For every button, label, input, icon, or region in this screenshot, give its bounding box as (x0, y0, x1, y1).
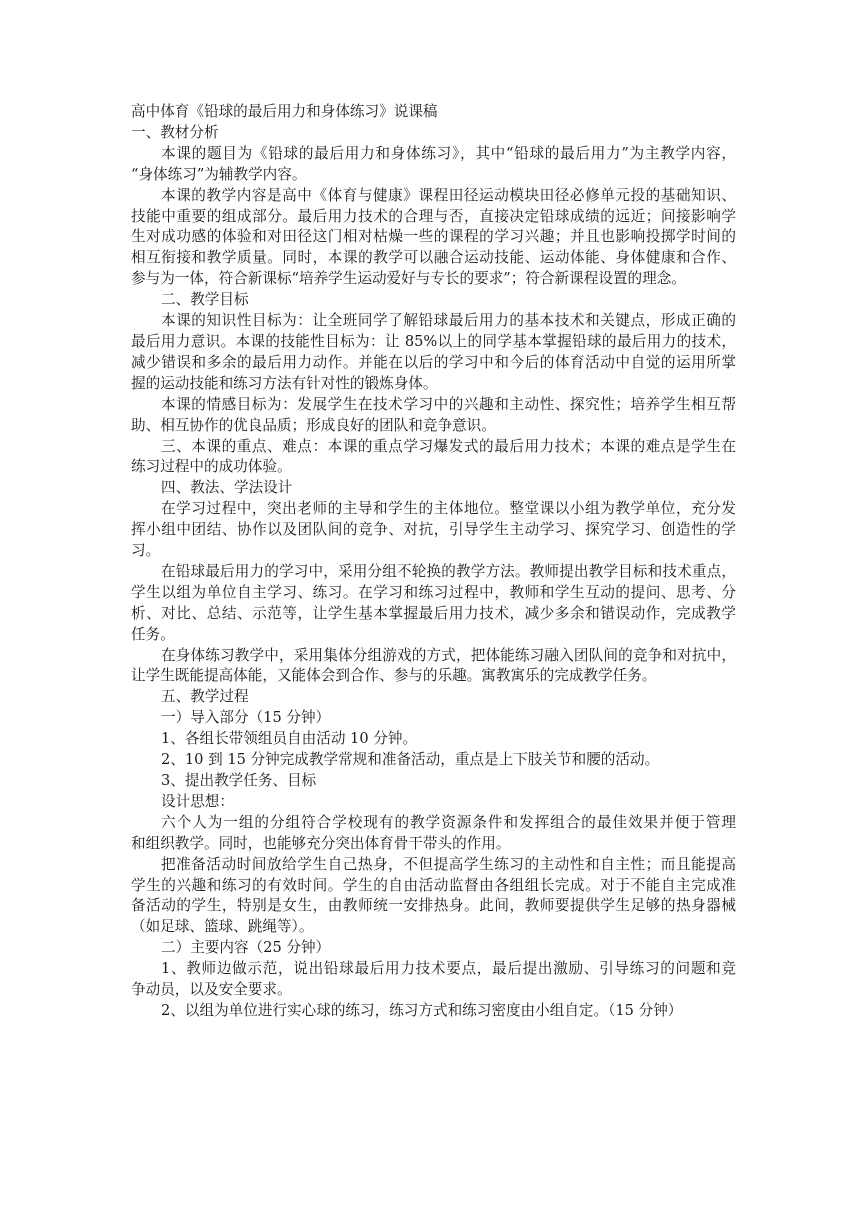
text-line: 学生的兴趣和练习的有效时间。学生的自由活动监督由各组组长完成。对于不能自主完成准 (131, 876, 736, 894)
text-line: 五、教学过程 (161, 688, 249, 706)
text-line: “身体练习”为辅教学内容。 (131, 165, 307, 183)
text-line: 减少错误和多余的最后用力动作。并能在以后的学习中和今后的体育活动中自觉的运用所掌 (131, 353, 736, 371)
document-body (131, 123, 736, 1022)
text-line: 本课的知识性目标为：让全班同学了解铅球最后用力的基本技术和关键点，形成正确的 (161, 312, 736, 330)
text-line: 备活动的学生，特别是女生，由教师统一安排热身。此间，教师要提供学生足够的热身器械 (131, 897, 736, 915)
text-line: 二、教学目标 (161, 291, 249, 309)
text-line: 生对成功感的体验和对田径这门相对枯燥一些的课程的学习兴趣；并且也影响投掷学时间的 (131, 228, 736, 246)
text-line: 1、各组长带领组员自由活动 10 分钟。 (161, 730, 418, 748)
text-line: 习。 (131, 542, 161, 560)
text-line: 六个人为一组的分组符合学校现有的教学资源条件和发挥组合的最佳效果并便于管理 (161, 813, 736, 831)
text-line: 争动员，以及安全要求。 (131, 981, 292, 999)
text-line: 2、以组为单位进行实心球的练习，练习方式和练习密度由小组自定。（15 分钟） (161, 1001, 683, 1019)
text-line: 学生以组为单位自主学习、练习。在学习和练习过程中，教师和学生互动的提问、思考、分 (131, 583, 736, 601)
text-line: 三、本课的重点、难点：本课的重点学习爆发式的最后用力技术；本课的难点是学生在 (161, 437, 736, 455)
text-line: 2、10 到 15 分钟完成教学常规和准备活动，重点是上下肢关节和腰的活动。 (161, 751, 660, 769)
text-line: 任务。 (131, 625, 175, 643)
text-line: 四、教法、学法设计 (161, 479, 293, 497)
text-line: 在铅球最后用力的学习中，采用分组不轮换的教学方法。教师提出教学目标和技术重点， (161, 562, 736, 580)
text-line: 技能中重要的组成部分。最后用力技术的合理与否，直接决定铅球成绩的远近；间接影响学 (131, 207, 736, 225)
text-line: 相互衔接和教学质量。同时，本课的教学可以融合运动技能、运动体能、身体健康和合作、 (131, 249, 736, 267)
text-line: 1、教师边做示范，说出铅球最后用力技术要点，最后提出激励、引导练习的问题和竞 (161, 960, 736, 978)
text-line: 一）导入部分（15 分钟） (161, 709, 331, 727)
text-line: 二）主要内容（25 分钟） (161, 939, 331, 957)
text-line: 让学生既能提高体能，又能体会到合作、参与的乐趣。寓教寓乐的完成教学任务。 (131, 667, 657, 685)
text-line: 练习过程中的成功体验。 (131, 458, 292, 476)
text-line: 参与为一体，符合新课标“培养学生运动爱好与专长的要求”；符合新课程设置的理念。 (131, 270, 686, 288)
text-line: 设计思想： (161, 792, 234, 810)
text-line: 本课的教学内容是高中《体育与健康》课程田径运动模块田径必修单元投的基础知识、 (161, 186, 736, 204)
text-line: 把准备活动时间放给学生自己热身，不但提高学生练习的主动性和自主性；而且能提高 (161, 855, 736, 873)
text-line: 一、教材分析 (131, 123, 219, 141)
text-line: 挥小组中团结、协作以及团队间的竞争、对抗，引导学生主动学习、探究学习、创造性的学 (131, 521, 736, 539)
text-line: 和组织教学。同时，也能够充分突出体育骨干带头的作用。 (131, 834, 511, 852)
text-line: 最后用力意识。本课的技能性目标为：让 85%以上的同学基本掌握铅球的最后用力的技术， (131, 332, 736, 350)
text-line: 本课的情感目标为：发展学生在技术学习中的兴趣和主动性、探究性；培养学生相互帮 (161, 395, 736, 413)
text-line: 3、提出教学任务、目标 (161, 772, 317, 789)
text-line: 本课的题目为《铅球的最后用力和身体练习》，其中“铅球的最后用力”为主教学内容， (161, 144, 736, 162)
text-line: 助、相互协作的优良品质；形成良好的团队和竞争意识。 (131, 416, 496, 434)
text-line: 握的运动技能和练习方法有针对性的锻炼身体。 (131, 374, 438, 392)
text-line: （如足球、篮球、跳绳等）。 (131, 918, 314, 936)
text-line: 析、对比、总结、示范等，让学生基本掌握最后用力技术，减少多余和错误动作，完成教学 (131, 604, 736, 622)
text-line: 在身体练习教学中，采用集体分组游戏的方式，把体能练习融入团队间的竞争和对抗中， (161, 646, 736, 664)
text-line: 在学习过程中，突出老师的主导和学生的主体地位。整堂课以小组为教学单位，充分发 (161, 500, 736, 518)
document-title: 高中体育《铅球的最后用力和身体练习》说课稿 (131, 103, 438, 120)
